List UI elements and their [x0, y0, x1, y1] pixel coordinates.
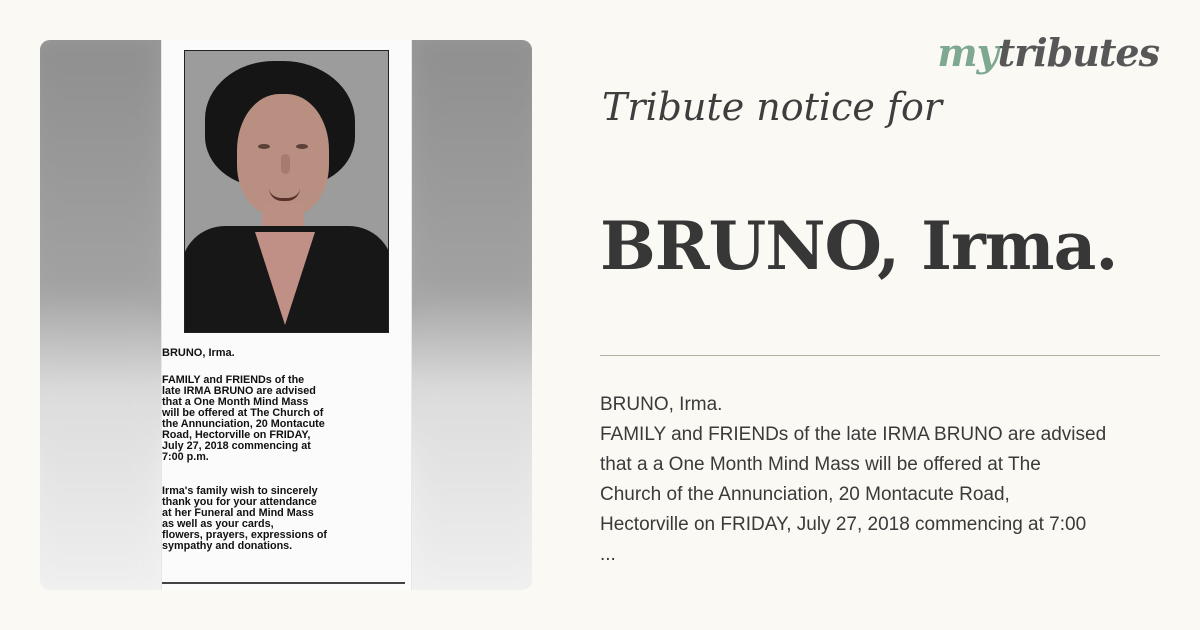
notice-paragraph-1: FAMILY and FRIENDs of the late IRMA BRUNO are advised that a One Month Mind Mass will be offered at The Church of the Annunciation, 20 Montacute Road, Hectorville on FRIDAY, July 27, 2018 commencing at 7:00 p.m. — [162, 374, 325, 463]
portrait-neckline — [255, 232, 315, 325]
logo-my-text: my — [937, 30, 998, 75]
excerpt-body: FAMILY and FRIENDs of the late IRMA BRUNO are advised that a a One Month Mind Mass will be offered at The Church of the Annunciation, 20 Montacute Road, Hectorville on FRIDAY, July 27, 2018 commencing at 7:00 ... — [600, 424, 1107, 565]
notice-excerpt — [600, 390, 1160, 570]
newspaper-notice — [161, 40, 412, 590]
tribute-name-heading: BRUNO, Irma. — [600, 207, 1118, 285]
portrait-photo — [184, 50, 389, 333]
notice-bottom-rule — [162, 582, 405, 584]
excerpt-name: BRUNO, Irma. — [600, 394, 723, 415]
tribute-subheading: Tribute notice for — [602, 85, 943, 129]
notice-image-card — [40, 40, 532, 590]
notice-image-blur-left — [40, 40, 156, 590]
notice-paragraph-2: Irma's family wish to sincerely thank you for your attendance at her Funeral and Mind Mass as well as your cards, flowers, prayers, expressions of sympathy and donations. — [162, 485, 328, 552]
portrait-right-eye — [296, 144, 308, 149]
notice-image-blur-right — [416, 40, 532, 590]
content-divider — [600, 355, 1160, 356]
portrait-left-eye — [258, 144, 270, 149]
mytributes-logo[interactable] — [937, 30, 1159, 75]
portrait-nose — [281, 154, 290, 174]
logo-tributes-text: tributes — [997, 30, 1159, 75]
notice-name: BRUNO, Irma. — [162, 347, 235, 359]
